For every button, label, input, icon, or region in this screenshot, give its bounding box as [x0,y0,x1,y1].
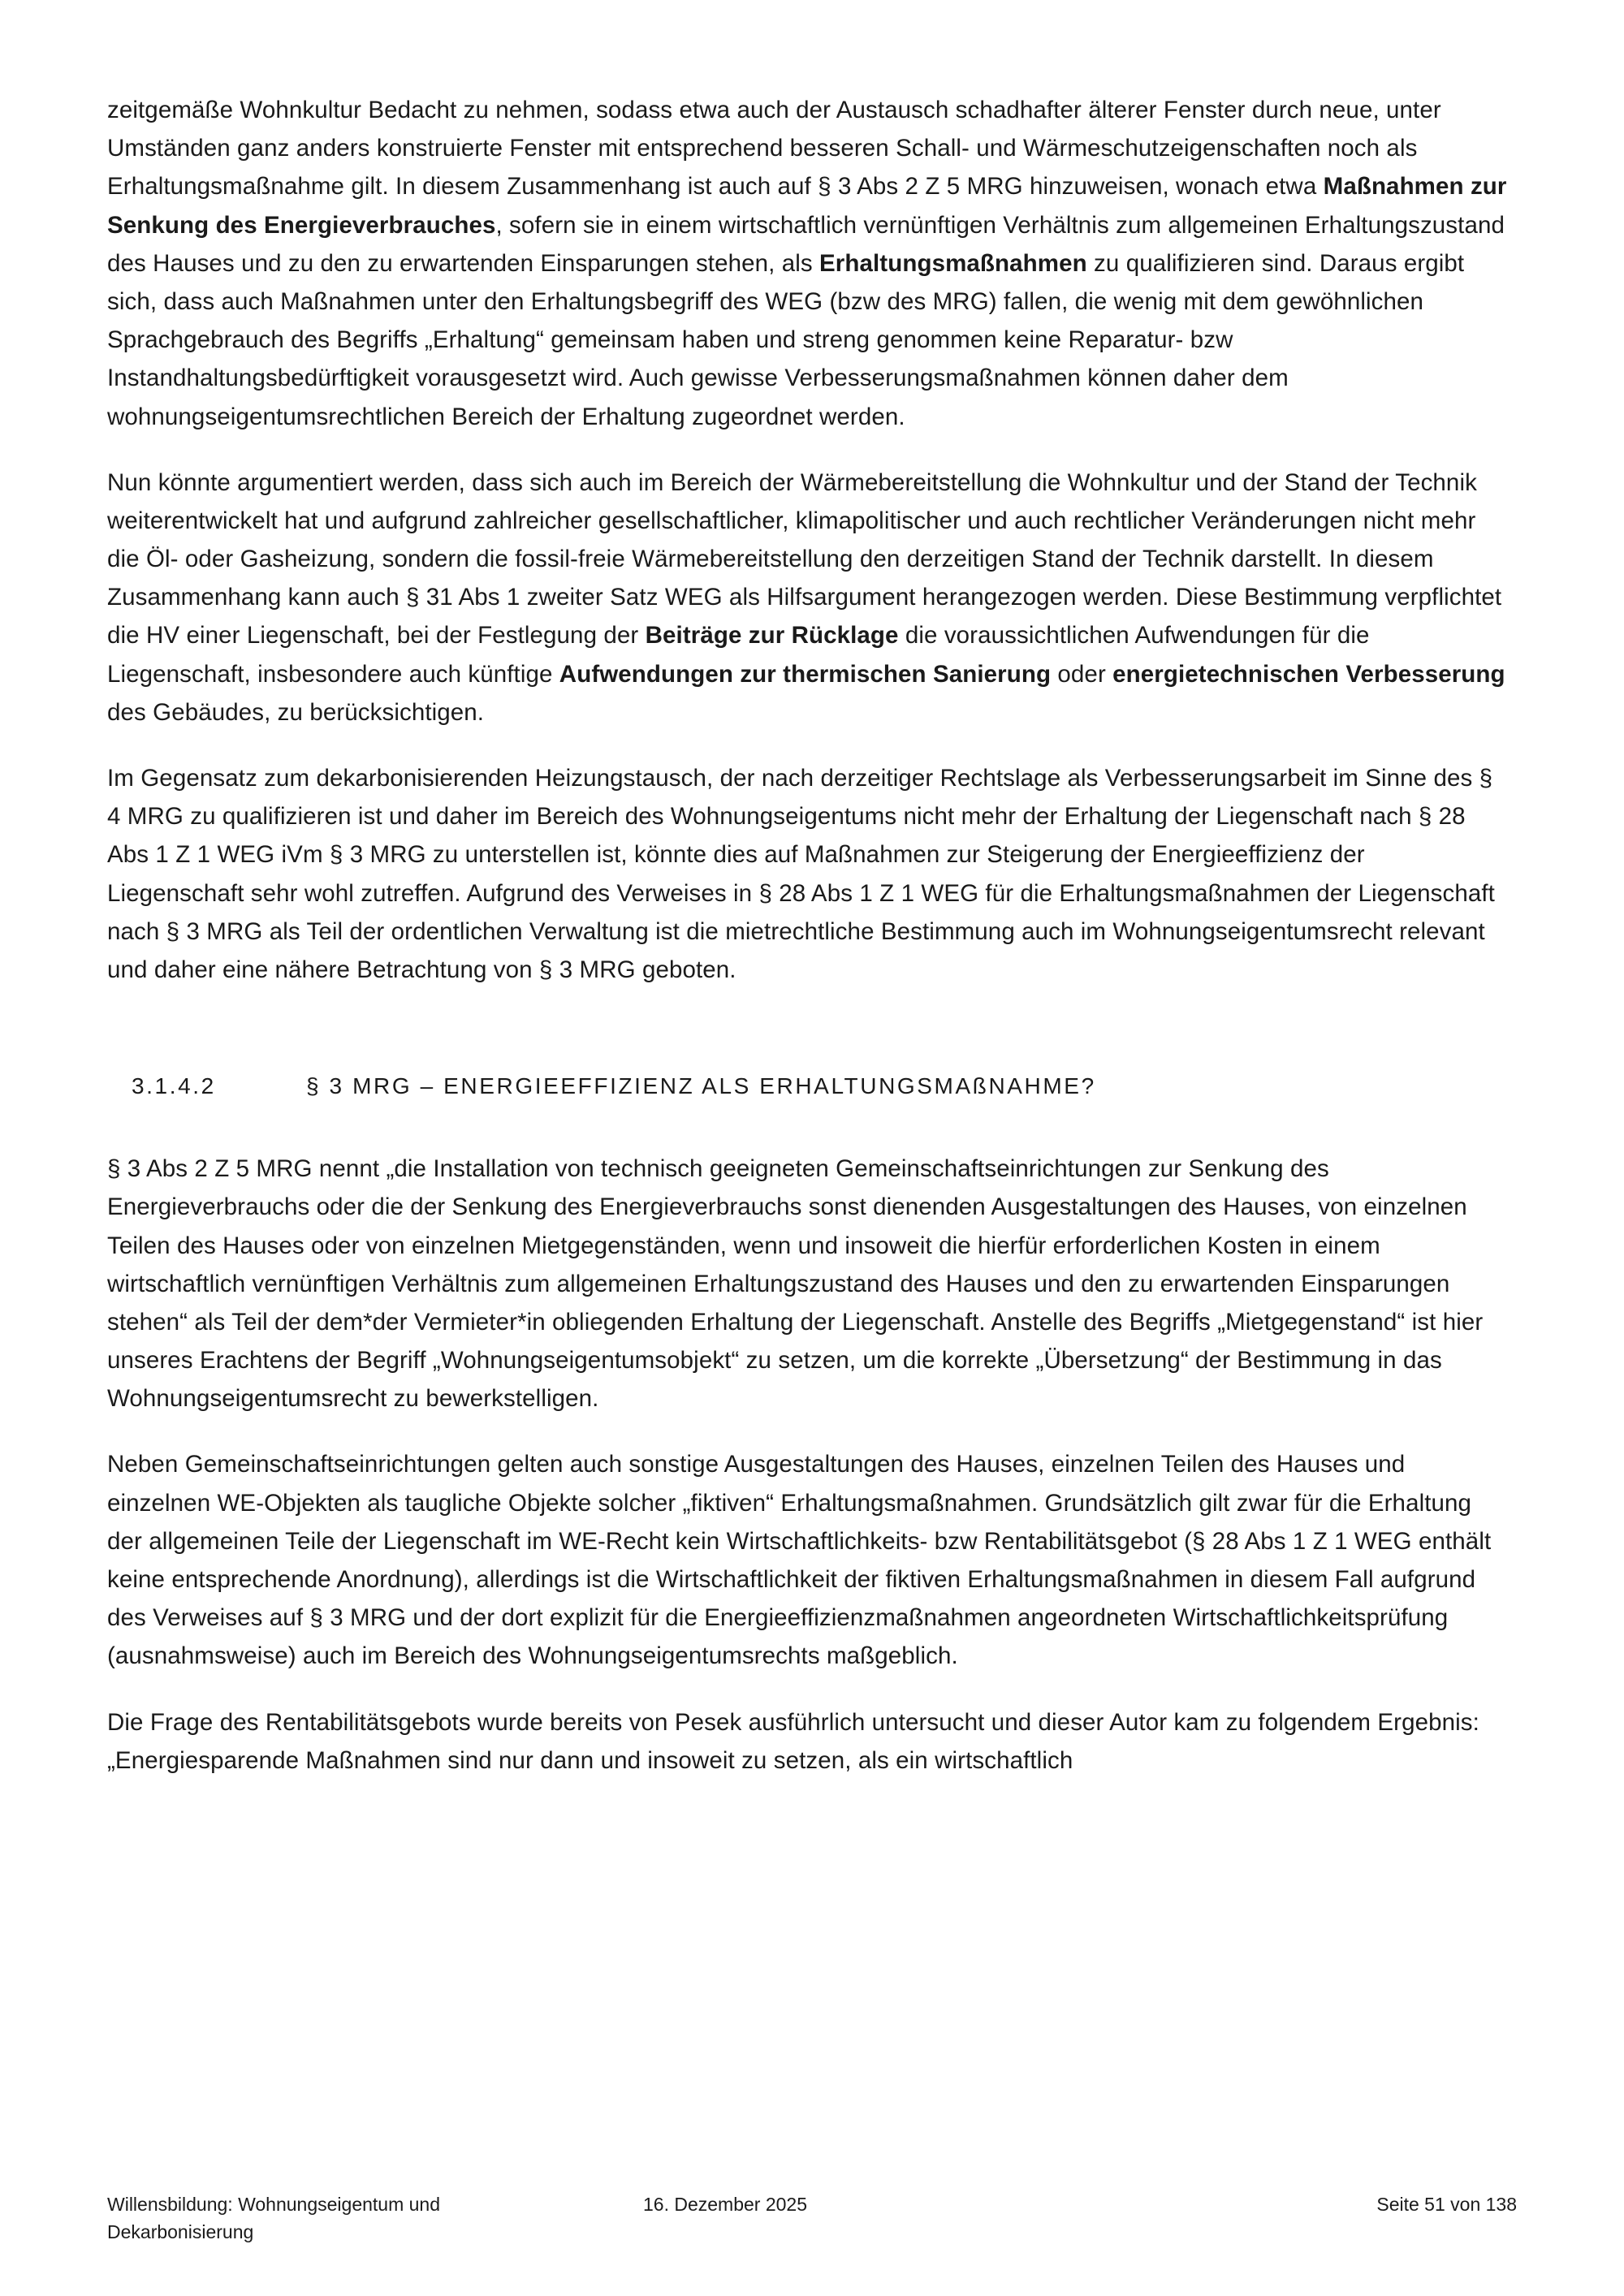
document-body [107,91,1508,1780]
paragraph: Nun könnte argumentiert werden, dass sich auch im Bereich der Wärmebereitstellung die Wohnkultur und der Stand der Technik weiterentwickelt hat und aufgrund zahlreicher gesellschaftlicher, klimapolitischer und auch rechtlicher Veränderungen nicht mehr die Öl- oder Gasheizung, sondern die fossil-freie Wärmebereitstellung den derzeitigen Stand der Technik darstellt. In diesem Zusammenhang kann auch § 31 Abs 1 zweiter Satz WEG als Hilfsargument herangezogen werden. Diese Bestimmung verpflichtet die HV einer Liegenschaft, bei der Festlegung der Beiträge zur Rücklage die voraussichtlichen Aufwendungen für die Liegenschaft, insbesondere auch künftige Aufwendungen zur thermischen Sanierung oder energietechnischen Verbesserung des Gebäudes, zu berücksichtigen. [107,468,1505,726]
page-footer [107,2191,1517,2246]
footer-page-number: Seite 51 von 138 [1376,2194,1517,2216]
emphasis-text: Erhaltungsmaßnahmen [819,249,1087,277]
emphasis-text: Beiträge zur Rücklage [645,622,899,650]
footer-title-line2: Dekarbonisierung [107,2220,254,2242]
paragraph: § 3 Abs 2 Z 5 MRG nennt „die Installation von technisch geeigneten Gemeinschaftseinrichtungen zur Senkung des Energieverbrauchs oder die der Senkung des Energieverbrauchs sonst dienenden Ausgestaltungen des Hauses, von einzelnen Teilen des Hauses oder von einzelnen Mietgegenständen, wenn und insoweit die hierfür erforderlichen Kosten in einem wirtschaftlich vernünftigen Verhältnis zum allgemeinen Erhaltungszustand des Hauses und den zu erwartenden Einsparungen stehen“ als Teil der dem*der Vermieter*in obliegenden Erhaltung der Liegenschaft. Anstelle des Begriffs „Mietgegenstand“ ist hier unseres Erachtens der Begriff „Wohnungseigentumsobjekt“ zu setzen, um die korrekte „Übersetzung“ der Bestimmung in das Wohnungseigentumsrecht zu bewerkstelligen. [107,1155,1484,1413]
emphasis-text: energietechnischen Verbesserung [1112,660,1505,688]
emphasis-text: Aufwendungen zur thermischen Sanierung [559,660,1052,688]
paragraph: Neben Gemeinschaftseinrichtungen gelten auch sonstige Ausgestaltungen des Hauses, einzelnen Teilen des Hauses und einzelnen WE-Objekten als taugliche Objekte solcher „fiktiven“ Erhaltungsmaßnahmen. Grundsätzlich gilt zwar für die Erhaltung der allgemeinen Teile der Liegenschaft im WE-Recht kein Wirtschaftlichkeits- bzw Rentabilitätsgebot (§ 28 Abs 1 Z 1 WEG enthält keine entsprechende Anordnung), allerdings ist die Wirtschaftlichkeit der fiktiven Erhaltungsmaßnahmen in diesem Fall aufgrund des Verweises auf § 3 MRG und der dort explizit für die Energieeffizienzmaßnahmen angeordneten Wirtschaftlichkeitsprüfung (ausnahmsweise) auch im Bereich des Wohnungseigentumsrechts maßgeblich. [107,1451,1492,1670]
section-heading-text: § 3 MRG – ENERGIEEFFIZIENZ ALS ERHALTUNGSMAßNAHME? [306,1073,1096,1099]
footer-document-title [107,2191,562,2246]
section-spacer [107,1016,1508,1073]
footer-title-line1: Willensbildung: Wohnungseigentum und [107,2194,441,2216]
section-heading-number: 3.1.4.2 [132,1073,216,1099]
paragraph: zeitgemäße Wohnkultur Bedacht zu nehmen, sodass etwa auch der Austausch schadhafter älterer Fenster durch neue, unter Umständen ganz anders konstruierte Fenster mit entsprechend besseren Schall- und Wärmeschutzeigenschaften noch als Erhaltungsmaßnahme gilt. In diesem Zusammenhang ist auch auf § 3 Abs 2 Z 5 MRG hinzuweisen, wonach etwa Maßnahmen zur Senkung des Energieverbrauches, sofern sie in einem wirtschaftlich vernünftigen Verhältnis zum allgemeinen Erhaltungszustand des Hauses und zu den zu erwartenden Einsparungen stehen, als Erhaltungsmaßnahmen zu qualifizieren sind. Daraus ergibt sich, dass auch Maßnahmen unter den Erhaltungsbegriff des WEG (bzw des MRG) fallen, die wenig mit dem gewöhnlichen Sprachgebrauch des Begriffs „Erhaltung“ gemeinsam haben und streng genommen keine Reparatur- bzw Instandhaltungsbedürftigkeit vorausgesetzt wird. Auch gewisse Verbesserungsmaßnahmen können daher dem wohnungseigentumsrechtlichen Bereich der Erhaltung zugeordnet werden. [107,97,1507,430]
emphasis-text: Maßnahmen zur Senkung des Energieverbrauches [107,173,1507,239]
paragraph: Im Gegensatz zum dekarbonisierenden Heizungstausch, der nach derzeitiger Rechtslage als Verbesserungsarbeit im Sinne des § 4 MRG zu qualifizieren ist und daher im Bereich des Wohnungseigentums nicht mehr der Erhaltung der Liegenschaft nach § 28 Abs 1 Z 1 WEG iVm § 3 MRG zu unterstellen ist, könnte dies auf Maßnahmen zur Steigerung der Energieeffizienz der Liegenschaft sehr wohl zutreffen. Aufgrund des Verweises in § 28 Abs 1 Z 1 WEG für die Erhaltungsmaßnahmen der Liegenschaft nach § 3 MRG als Teil der ordentlichen Verwaltung ist die mietrechtliche Bestimmung auch im Wohnungseigentumsrecht relevant und daher eine nähere Betrachtung von § 3 MRG geboten. [107,765,1495,983]
paragraph: Die Frage des Rentabilitätsgebots wurde bereits von Pesek ausführlich untersucht und dieser Autor kam zu folgendem Ergebnis: „Energiesparende Maßnahmen sind nur dann und insoweit zu setzen, als ein wirtschaftlich [107,1708,1479,1774]
footer-date: 16. Dezember 2025 [643,2194,808,2216]
section-heading [107,1073,1508,1099]
